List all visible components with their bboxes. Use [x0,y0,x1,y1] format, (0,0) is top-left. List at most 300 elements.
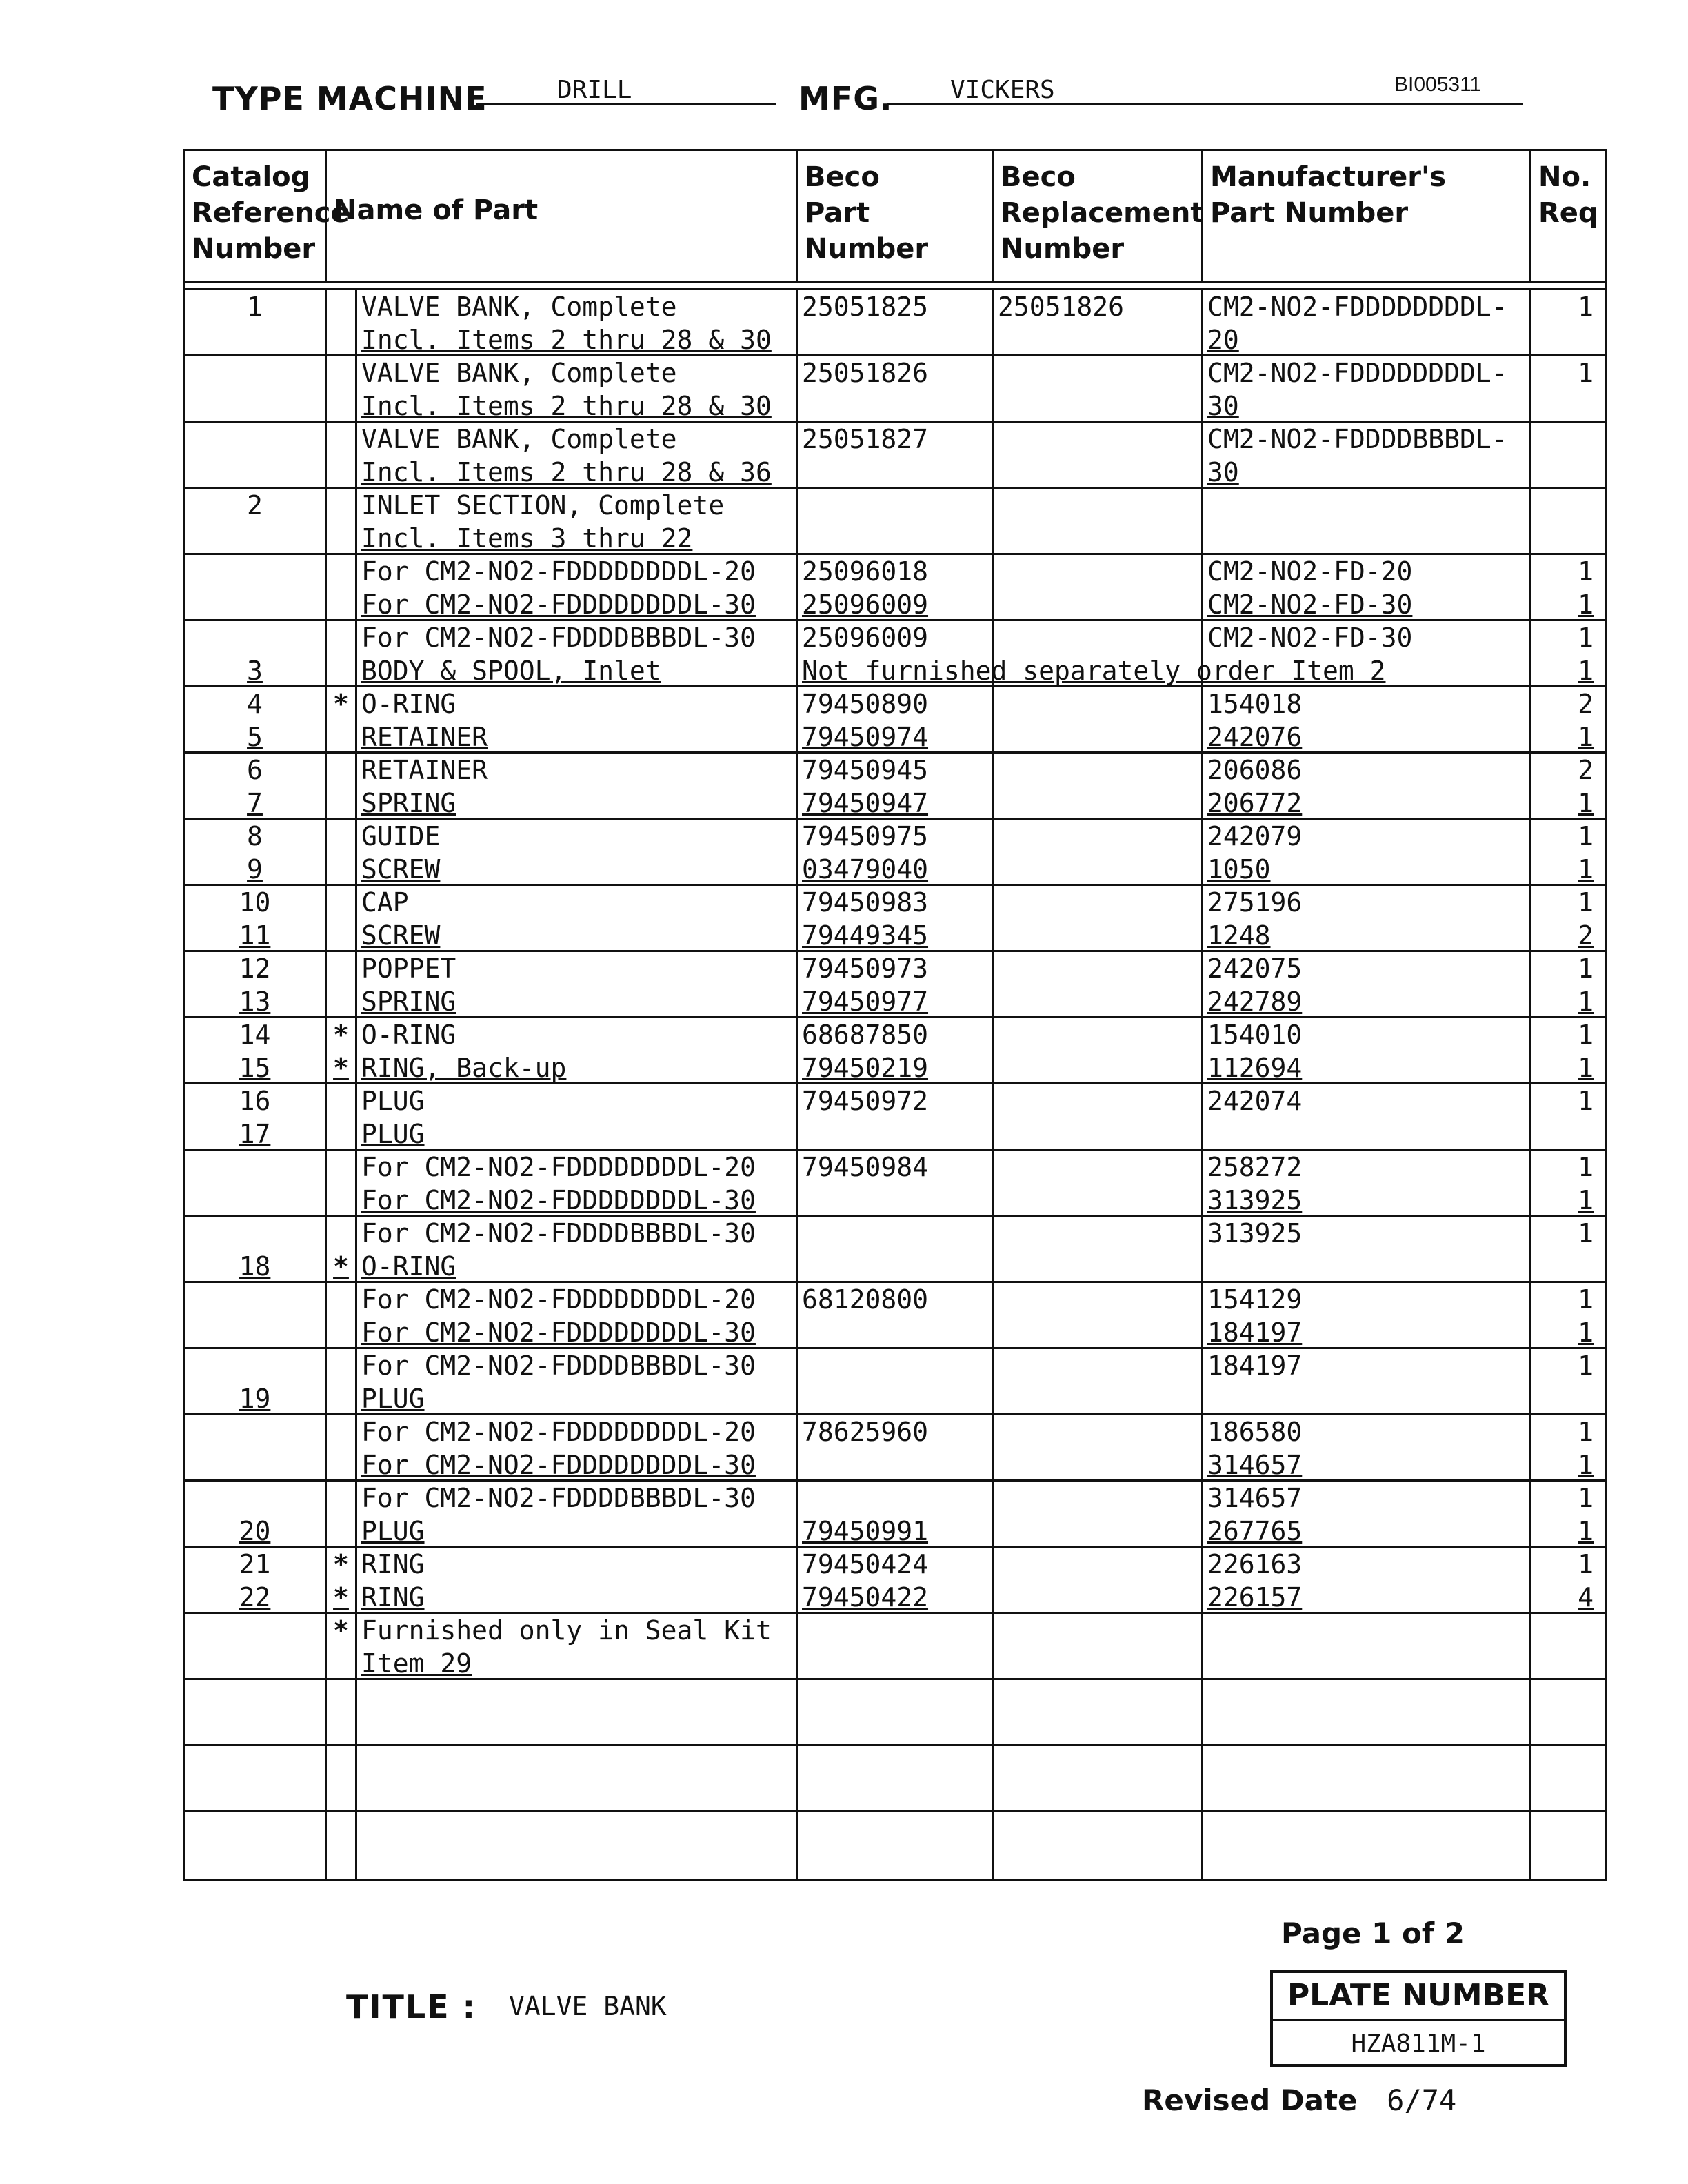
page-info: Page 1 of 2 [1281,1917,1465,1950]
beco-replacement-cell [994,1548,1203,1612]
catalog-text [189,1448,321,1479]
beco-replacement-text [998,1614,1197,1647]
seal-kit-mark-cell [327,423,357,487]
seal-kit-mark-cell [327,1415,357,1479]
part-name-text: RING [361,1549,425,1579]
beco-part-text: 79450991 [802,1516,929,1546]
beco-replacement-cell [994,356,1203,421]
manufacturer-part-text: CM2-NO2-FDDDDDDDDL- [1207,358,1507,388]
seal-kit-mark-text [331,1515,351,1546]
seal-kit-mark-text [331,1812,351,1846]
catalog-text: 14 [239,1020,271,1050]
seal-kit-mark-text: * [333,1053,349,1082]
column-header-manufacturer-part: Manufacturer's Part Number [1203,151,1531,281]
seal-kit-mark-text [331,1482,351,1515]
beco-part-cell [798,1217,994,1281]
table-row [185,1217,1605,1283]
catalog-cell [185,1812,327,1879]
beco-replacement-text [998,356,1197,390]
part-name-cell [357,1614,798,1678]
beco-replacement-cell [994,1415,1203,1479]
number-required-cell [1531,621,1605,685]
number-required-text [1536,1118,1594,1149]
number-required-text: 4 [1578,1582,1594,1612]
catalog-text: 12 [239,953,271,984]
table-row [185,1349,1605,1415]
catalog-text: 15 [239,1053,271,1082]
catalog-cell [185,820,327,884]
beco-replacement-text [998,1581,1197,1612]
number-required-cell [1531,1614,1605,1678]
table-header-row [185,151,1605,283]
seal-kit-mark-text: * [333,689,349,719]
part-name-cell [357,1283,798,1347]
catalog-text: 21 [239,1549,271,1579]
seal-kit-mark-cell [327,1548,357,1612]
manufacturer-part-cell [1203,1217,1531,1281]
part-name-text: For CM2-NO2-FDDDDDDDDL-30 [361,1450,756,1479]
beco-replacement-text: 25051826 [998,292,1125,322]
beco-part-cell [798,423,994,487]
beco-part-text [802,1250,987,1281]
manufacturer-part-cell [1203,290,1531,354]
part-name-cell [357,1746,798,1810]
part-name-cell [357,886,798,950]
number-required-text [1536,1382,1594,1413]
manufacturer-part-text: CM2-NO2-FD-30 [1207,623,1413,653]
beco-replacement-text [998,720,1197,751]
seal-kit-mark-text [331,1151,351,1184]
seal-kit-mark-cell [327,886,357,950]
manufacturer-part-text: 154010 [1207,1020,1303,1050]
beco-replacement-text [998,1349,1197,1382]
beco-part-cell [798,1548,994,1612]
catalog-text [189,1812,321,1846]
part-name-cell [357,489,798,553]
beco-part-cell [798,1482,994,1546]
number-required-cell [1531,1151,1605,1215]
beco-part-text: 78625960 [802,1417,929,1447]
seal-kit-mark-cell [327,1746,357,1810]
number-required-text [1536,1250,1594,1281]
beco-replacement-text [998,1448,1197,1479]
table-row [185,1151,1605,1217]
part-name-text: For CM2-NO2-FDDDDDDDDL-20 [361,1284,756,1315]
document-id: BI005311 [1394,73,1482,96]
seal-kit-mark-text: * [333,1582,349,1612]
beco-replacement-cell [994,1482,1203,1546]
seal-kit-mark-text [331,489,351,522]
manufacturer-part-cell [1203,356,1531,421]
table-row [185,1614,1605,1680]
beco-replacement-text [998,687,1197,720]
beco-replacement-text [998,1084,1197,1118]
beco-part-text: 79450977 [802,987,929,1016]
beco-replacement-text [998,1018,1197,1051]
number-required-text: 1 [1578,788,1594,818]
part-name-text: RETAINER [361,722,488,751]
part-name-text: POPPET [361,953,456,984]
part-name-text [361,1812,792,1846]
table-row [185,555,1605,621]
beco-part-cell [798,1680,994,1744]
column-header-catalog: Catalog Reference Number [185,151,327,281]
seal-kit-mark-text [331,1448,351,1479]
beco-part-cell [798,1018,994,1082]
table-row [185,1548,1605,1614]
column-header-beco-replacement: Beco Replacement Number [994,151,1203,281]
part-name-text [361,1746,792,1779]
manufacturer-part-cell [1203,555,1531,619]
table-row [185,290,1605,356]
beco-part-text: 03479040 [802,854,929,884]
manufacturer-part-text [1207,1746,1525,1779]
part-name-text: GUIDE [361,821,441,851]
part-name-cell [357,1680,798,1744]
manufacturer-part-cell [1203,1548,1531,1612]
number-required-text: 1 [1578,358,1594,388]
number-required-text: 1 [1578,953,1594,984]
catalog-cell [185,1349,327,1413]
beco-replacement-cell [994,1680,1203,1744]
beco-part-text [802,1382,987,1413]
beco-replacement-text [998,1283,1197,1316]
title-value: VALVE BANK [509,1991,667,2021]
type-machine-value: DRILL [557,76,632,104]
beco-replacement-text [998,886,1197,919]
part-name-text: Incl. Items 2 thru 28 & 30 [361,325,772,354]
beco-replacement-cell [994,423,1203,487]
manufacturer-part-text: 226157 [1207,1582,1303,1612]
seal-kit-mark-cell [327,1614,357,1678]
table-row [185,820,1605,886]
catalog-text [189,621,321,654]
parts-table [183,149,1607,1881]
table-row [185,1746,1605,1812]
manufacturer-part-cell [1203,489,1531,553]
beco-part-text: 25051825 [802,292,929,322]
beco-replacement-text [998,1051,1197,1082]
part-name-cell [357,423,798,487]
manufacturer-part-text: 242079 [1207,821,1303,851]
manufacturer-part-cell [1203,1151,1531,1215]
part-name-cell [357,1482,798,1546]
number-required-cell [1531,820,1605,884]
beco-part-text: 68120800 [802,1284,929,1315]
table-row [185,1283,1605,1349]
catalog-text: 20 [239,1516,271,1546]
manufacturer-part-text: CM2-NO2-FDDDDDDDDL- [1207,292,1507,322]
seal-kit-mark-cell [327,1812,357,1879]
manufacturer-part-cell [1203,1812,1531,1879]
number-required-text [1536,1680,1594,1713]
beco-replacement-text [998,489,1197,522]
number-required-cell [1531,356,1605,421]
manufacturer-part-text: CM2-NO2-FDDDDBBBDL- [1207,424,1507,454]
beco-replacement-text [998,1151,1197,1184]
number-required-cell [1531,1217,1605,1281]
seal-kit-mark-text [331,1349,351,1382]
manufacturer-part-text: 206086 [1207,755,1303,785]
revised-date-value: 6/74 [1387,2083,1457,2117]
beco-part-cell [798,1812,994,1879]
part-name-text: RETAINER [361,755,488,785]
beco-replacement-text [998,853,1197,884]
number-required-text: 1 [1578,556,1594,587]
beco-replacement-text [998,1515,1197,1546]
number-required-cell [1531,886,1605,950]
beco-replacement-text [998,952,1197,985]
manufacturer-part-text [1207,1614,1525,1647]
part-name-text: VALVE BANK, Complete [361,424,677,454]
beco-replacement-text [998,1118,1197,1149]
number-required-cell [1531,1415,1605,1479]
seal-kit-mark-text [331,290,351,323]
part-name-text [361,1680,792,1713]
number-required-cell [1531,1084,1605,1149]
catalog-text: 3 [247,656,263,685]
manufacturer-part-text [1207,489,1525,522]
beco-replacement-text [998,1415,1197,1448]
catalog-cell [185,952,327,1016]
catalog-cell [185,1746,327,1810]
seal-kit-mark-cell [327,621,357,685]
beco-part-text: 79450973 [802,953,929,984]
seal-kit-mark-cell [327,820,357,884]
manufacturer-part-text: 154129 [1207,1284,1303,1315]
number-required-text: 1 [1578,1185,1594,1215]
catalog-text: 9 [247,854,263,884]
beco-replacement-text [998,588,1197,619]
table-row [185,952,1605,1018]
seal-kit-mark-text [331,1746,351,1779]
seal-kit-mark-text [331,886,351,919]
catalog-text: 11 [239,920,271,950]
manufacturer-part-cell [1203,1482,1531,1546]
table-row [185,1812,1605,1879]
catalog-text [189,1184,321,1215]
beco-part-text: 79450890 [802,689,929,719]
number-required-cell [1531,1283,1605,1347]
catalog-text [189,423,321,456]
part-name-text: For CM2-NO2-FDDDDDDDDL-30 [361,1185,756,1215]
beco-replacement-text [998,1184,1197,1215]
number-required-text: 1 [1578,1351,1594,1381]
number-required-cell [1531,555,1605,619]
number-required-text [1536,1812,1594,1846]
table-row [185,489,1605,555]
beco-part-text: 25051827 [802,424,929,454]
number-required-cell [1531,423,1605,487]
catalog-cell [185,1415,327,1479]
beco-part-text: 68687850 [802,1020,929,1050]
manufacturer-part-cell [1203,1018,1531,1082]
manufacturer-part-text [1207,1250,1525,1281]
catalog-text: 19 [239,1384,271,1413]
beco-replacement-text [998,919,1197,950]
manufacturer-part-text: 275196 [1207,887,1303,918]
beco-replacement-text [998,1746,1197,1779]
beco-part-cell [798,1283,994,1347]
number-required-text: 1 [1578,292,1594,322]
number-required-text: 1 [1578,1284,1594,1315]
number-required-cell [1531,1349,1605,1413]
beco-part-text: 79450422 [802,1582,929,1612]
beco-replacement-cell [994,886,1203,950]
part-name-cell [357,1812,798,1879]
manufacturer-part-cell [1203,1680,1531,1744]
table-row [185,754,1605,820]
number-required-text: 1 [1578,821,1594,851]
column-header-beco-part: Beco Part Number [798,151,994,281]
beco-part-text: Not furnished separately order Item 2 [802,656,1386,686]
number-required-text: 1 [1578,1086,1594,1116]
manufacturer-part-text [1207,1680,1525,1713]
catalog-cell [185,687,327,751]
part-name-text: BODY & SPOOL, Inlet [361,656,661,685]
table-row [185,1415,1605,1482]
seal-kit-mark-text [331,952,351,985]
beco-replacement-text [998,820,1197,853]
manufacturer-part-text: 242075 [1207,953,1303,984]
beco-replacement-cell [994,1812,1203,1879]
manufacturer-part-text: 313925 [1207,1218,1303,1248]
beco-part-text: 79450972 [802,1086,929,1116]
manufacturer-part-text: 267765 [1207,1516,1303,1546]
number-required-text: 1 [1578,1020,1594,1050]
seal-kit-mark-text [331,423,351,456]
catalog-cell [185,1482,327,1546]
beco-replacement-text [998,423,1197,456]
beco-part-cell [798,687,994,751]
manufacturer-part-text: 1248 [1207,920,1271,950]
catalog-text [189,356,321,390]
catalog-text [189,1151,321,1184]
catalog-text [189,1415,321,1448]
catalog-cell [185,1283,327,1347]
catalog-cell [185,555,327,619]
part-name-text: For CM2-NO2-FDDDDBBBDL-30 [361,1351,756,1381]
part-name-cell [357,1349,798,1413]
beco-replacement-cell [994,1217,1203,1281]
beco-part-cell [798,1746,994,1810]
number-required-text: 1 [1578,623,1594,653]
beco-replacement-text [998,555,1197,588]
part-name-text: Incl. Items 3 thru 22 [361,523,693,553]
beco-replacement-text [998,1812,1197,1846]
catalog-text [189,1217,321,1250]
catalog-text [189,1680,321,1713]
number-required-cell [1531,1482,1605,1546]
catalog-cell [185,1018,327,1082]
part-name-text: PLUG [361,1384,425,1413]
beco-part-cell [798,952,994,1016]
table-row [185,687,1605,754]
beco-part-cell [798,820,994,884]
number-required-text: 1 [1578,1317,1594,1347]
seal-kit-mark-cell [327,1084,357,1149]
catalog-text: 5 [247,722,263,751]
beco-part-text: 79450974 [802,722,929,751]
manufacturer-part-text [1207,1118,1525,1149]
number-required-text: 1 [1578,1218,1594,1248]
seal-kit-mark-text [331,588,351,619]
catalog-text: 13 [239,987,271,1016]
part-name-cell [357,1018,798,1082]
seal-kit-mark-text: * [333,1020,349,1050]
number-required-cell [1531,290,1605,354]
manufacturer-part-text [1207,1382,1525,1413]
number-required-text: 2 [1578,920,1594,950]
catalog-cell [185,886,327,950]
beco-replacement-text [998,1316,1197,1347]
beco-part-text [802,1448,987,1479]
catalog-text: 22 [239,1582,271,1612]
catalog-text [189,1349,321,1382]
number-required-text: 1 [1578,1152,1594,1182]
type-machine-label: TYPE MACHINE [212,80,488,117]
manufacturer-part-text: 30 [1207,457,1239,487]
seal-kit-mark-text: * [333,1549,349,1579]
seal-kit-mark-text [331,555,351,588]
beco-part-text: 79450424 [802,1549,929,1579]
manufacturer-part-cell [1203,886,1531,950]
beco-replacement-cell [994,290,1203,354]
beco-replacement-cell [994,754,1203,818]
part-name-text: RING, Back-up [361,1053,567,1082]
beco-part-cell [798,1349,994,1413]
manufacturer-part-text: 242074 [1207,1086,1303,1116]
catalog-text: 10 [239,887,271,918]
plate-number-value: HZA811M-1 [1351,2030,1486,2058]
catalog-text: 16 [239,1086,271,1116]
beco-part-text [802,1614,987,1647]
seal-kit-mark-cell [327,1283,357,1347]
number-required-text: 1 [1578,1483,1594,1513]
beco-part-cell [798,886,994,950]
beco-replacement-text [998,787,1197,818]
catalog-cell [185,290,327,354]
beco-replacement-text [998,1217,1197,1250]
seal-kit-mark-text [331,1316,351,1347]
beco-part-text [802,1217,987,1250]
beco-replacement-cell [994,1349,1203,1413]
catalog-cell [185,1614,327,1678]
part-name-text: For CM2-NO2-FDDDDDDDDL-20 [361,1417,756,1447]
beco-replacement-cell [994,1614,1203,1678]
catalog-cell [185,423,327,487]
part-name-text: INLET SECTION, Complete [361,490,725,520]
beco-part-text [802,1482,987,1515]
beco-part-text [802,1118,987,1149]
table-body [185,290,1605,1879]
beco-part-text: 79450945 [802,755,929,785]
beco-replacement-cell [994,555,1203,619]
seal-kit-mark-cell [327,1151,357,1215]
number-required-text [1536,1746,1594,1779]
beco-replacement-text [998,1250,1197,1281]
seal-kit-mark-text [331,820,351,853]
catalog-text: 6 [247,755,263,785]
number-required-cell [1531,754,1605,818]
manufacturer-part-text: 154018 [1207,689,1303,719]
seal-kit-mark-cell [327,1018,357,1082]
catalog-text [189,588,321,619]
beco-part-text: 79449345 [802,920,929,950]
part-name-text: For CM2-NO2-FDDDDBBBDL-30 [361,1483,756,1513]
number-required-cell [1531,1680,1605,1744]
seal-kit-mark-cell [327,356,357,421]
